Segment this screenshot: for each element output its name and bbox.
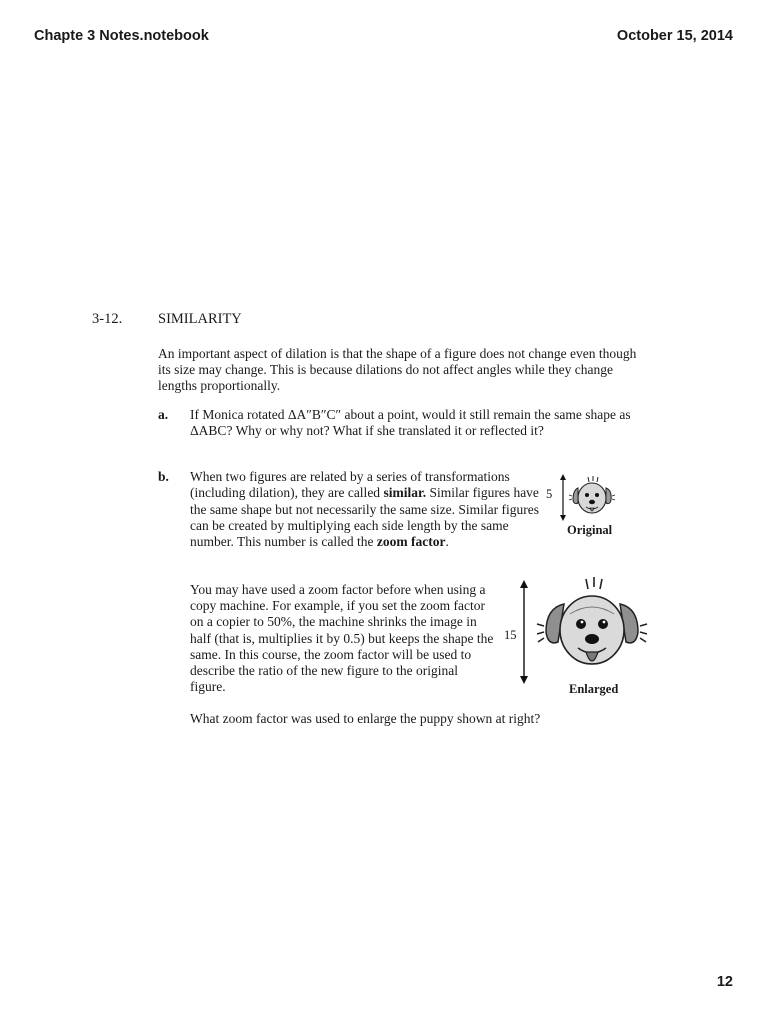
term-zoom-factor: zoom factor: [376, 534, 446, 550]
part-a-text: If Monica rotated ΔA″B″C″ about a point, would it still remain the same shape as ΔABC? Why or why not? What if she translated it or reflected it?: [190, 407, 631, 438]
part-b-definition: [190, 469, 542, 550]
original-caption: Original: [567, 523, 613, 537]
question-text: What zoom factor was used to enlarge the puppy shown at right?: [190, 711, 541, 726]
part-a-label: a.: [158, 407, 169, 422]
part-b-text-middle: Similar figures have the same shape but not necessarily the same size. Similar figures can be created by multiplying each side length by the same number. This number is called the: [190, 485, 540, 550]
zoom-factor-paragraph: You may have used a zoom factor before when using a copy machine. For example, if you set the zoom factor on a copier to 50%, the machine shrinks the image in half (that is, multiplies it by 0.5) but keeps the shape the same. In this course, the zoom factor will be used to describe the ratio of the new figure to the original figure.: [190, 582, 494, 695]
original-measure: 5: [546, 487, 553, 501]
original-puppy-image: [568, 474, 616, 520]
notebook-date: October 15, 2014: [616, 28, 733, 44]
problem-number: 3-12.: [92, 311, 123, 327]
part-b-text-after: .: [445, 534, 449, 550]
page-number: 12: [716, 974, 733, 990]
enlarged-caption: Enlarged: [569, 682, 619, 696]
part-b-text-before: When two figures are related by a series of transformations (including dilation), they are called: [190, 469, 510, 501]
term-similar: similar.: [383, 485, 427, 501]
enlarged-measure: 15: [504, 628, 517, 642]
intro-paragraph: An important aspect of dilation is that the shape of a figure does not change even though its size may change. This is because dilations do not affect angles while they change lengths proportionally.: [158, 346, 637, 393]
part-b-label: b.: [158, 469, 169, 484]
problem-title: SIMILARITY: [158, 311, 242, 327]
enlarged-puppy-image: [536, 574, 648, 680]
enlarged-height-arrow: [516, 580, 532, 684]
notebook-title: Chapte 3 Notes.notebook: [34, 28, 209, 44]
